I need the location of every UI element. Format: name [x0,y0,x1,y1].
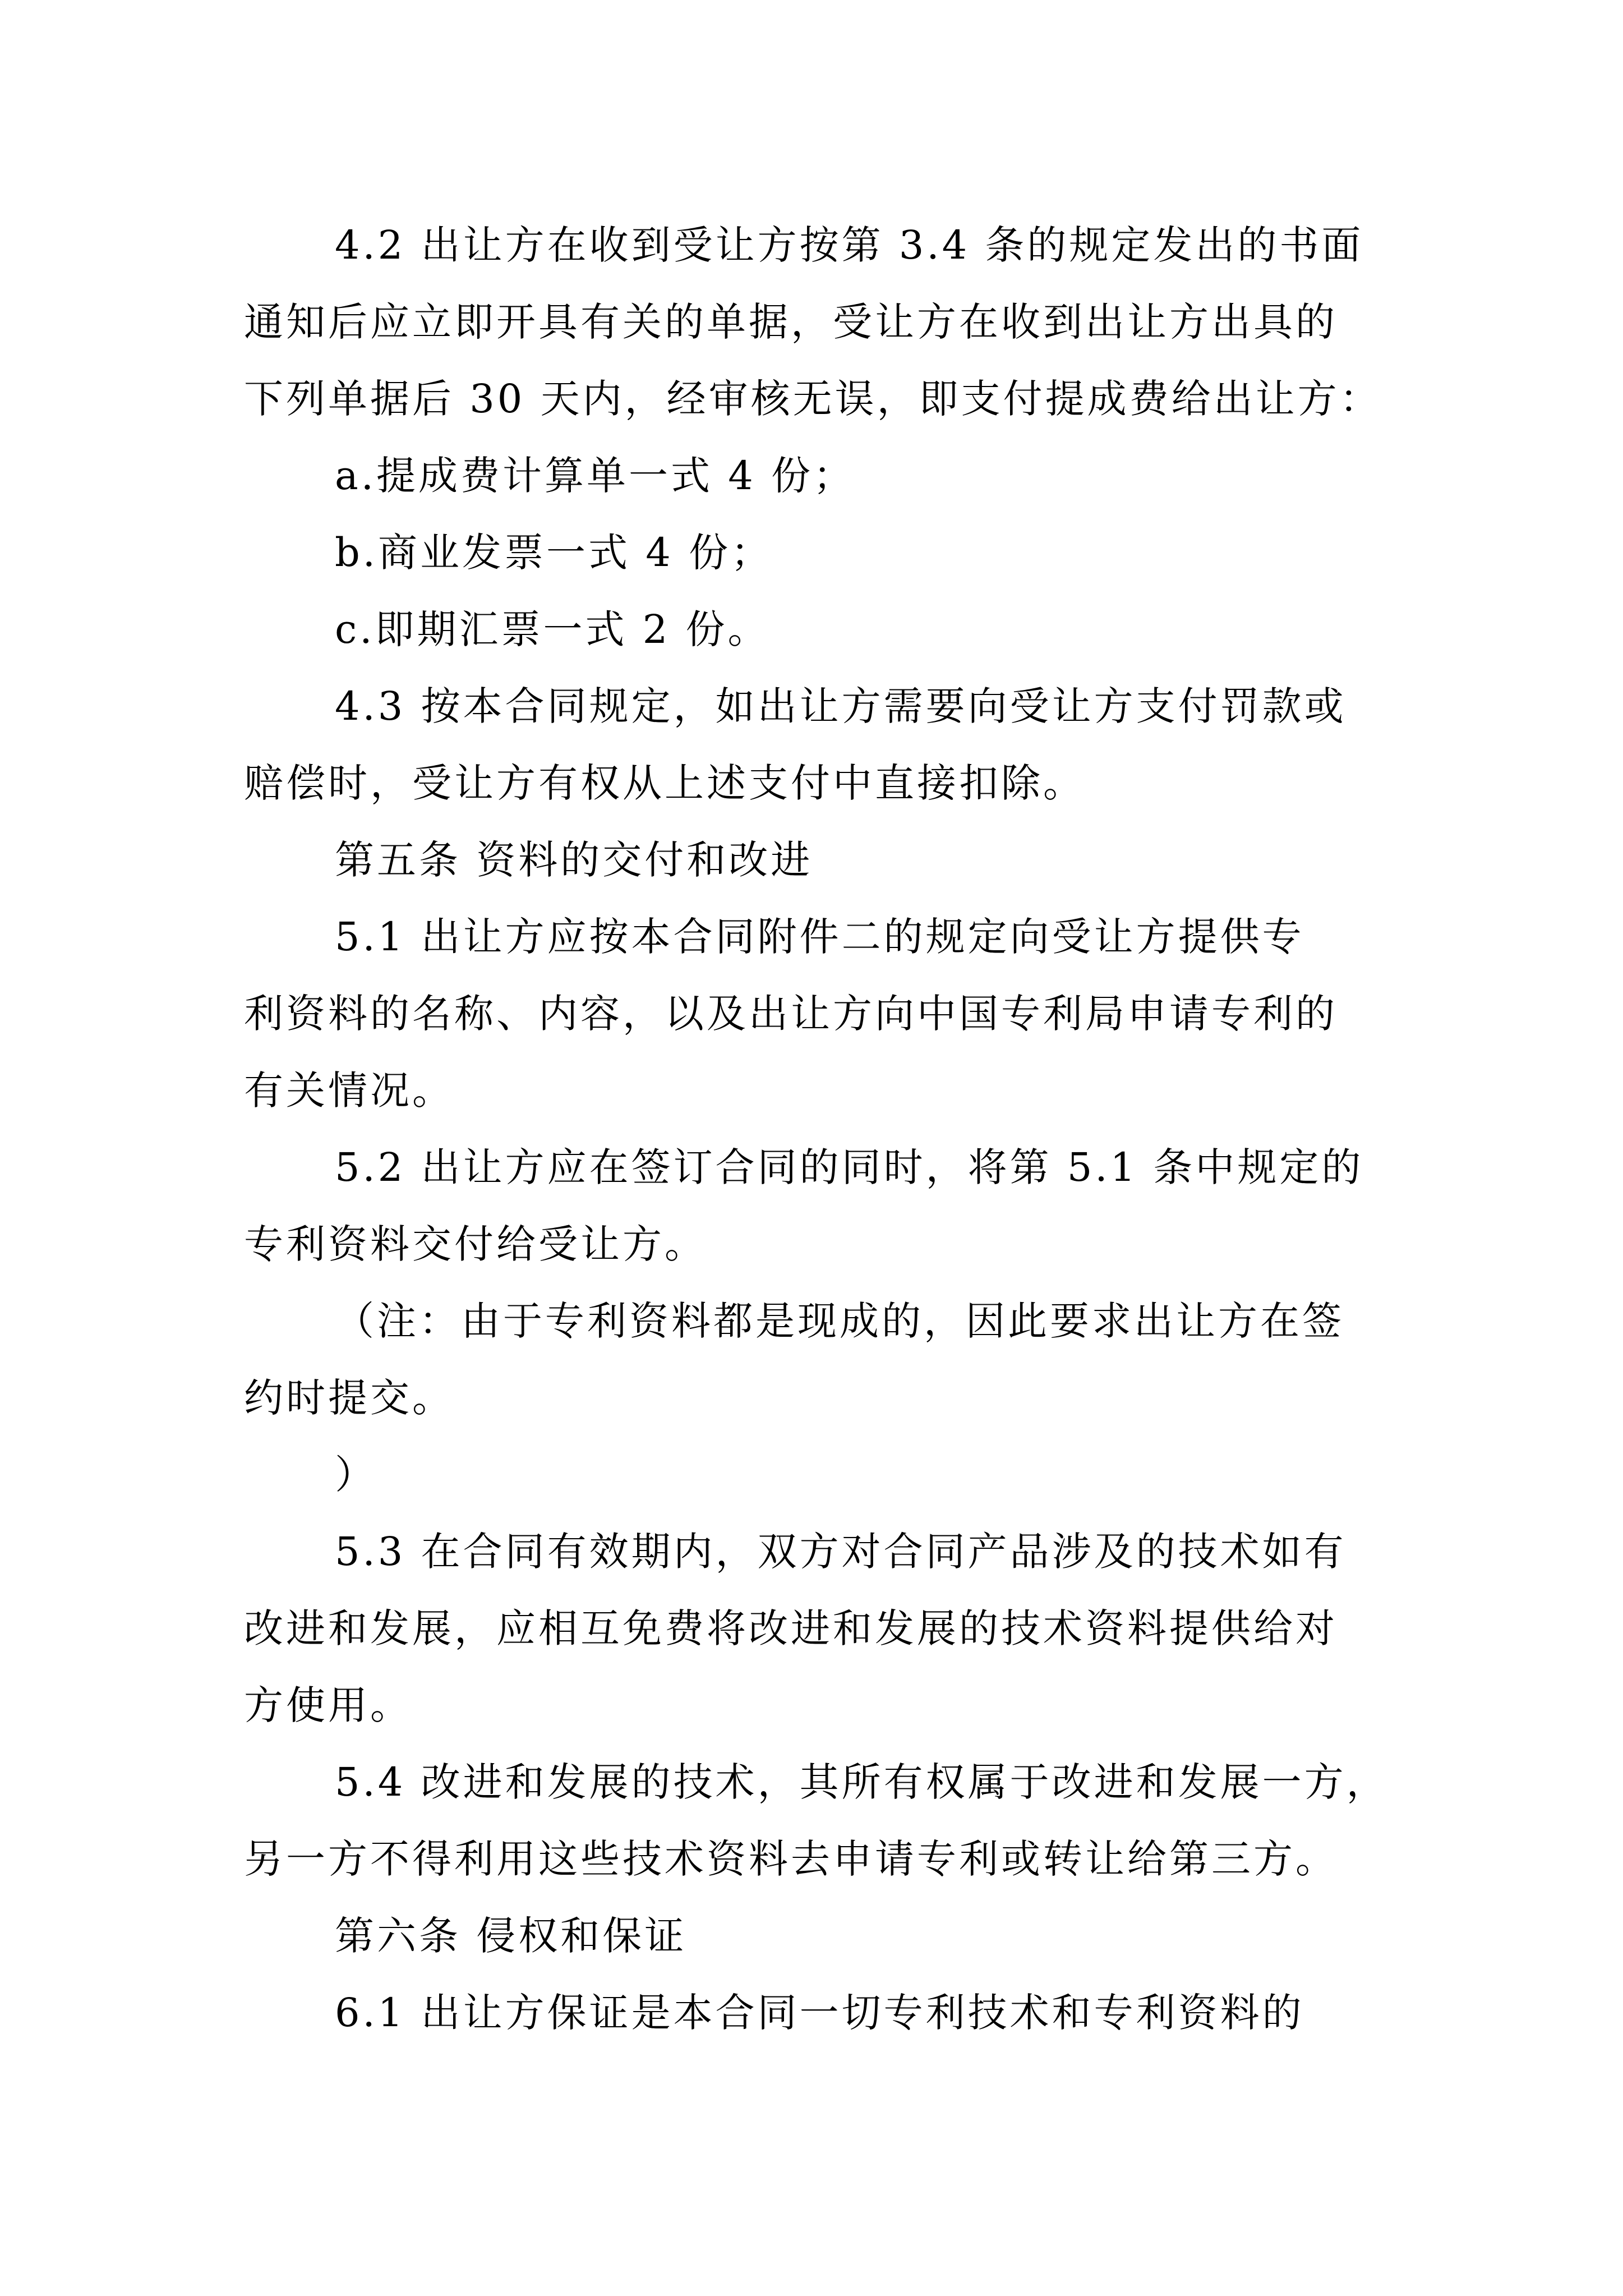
text-line: 改进和发展，应相互免费将改进和发展的技术资料提供给对 [244,1605,1338,1651]
text-line: 方使用。 [244,1682,412,1728]
text-line: 另一方不得利用这些技术资料去申请专利或转让给第三方。 [244,1836,1338,1882]
text-line: 专利资料交付给受让方。 [244,1221,707,1267]
note-line: ） [335,1452,377,1498]
text-line: 5.1 出让方应按本合同附件二的规定向受让方提供专 [335,914,1304,960]
text-line: 6.1 出让方保证是本合同一切专利技术和专利资料的 [335,1990,1304,2036]
list-item: a.提成费计算单一式 4 份； [335,453,856,499]
text-line: 4.2 出让方在收到受让方按第 3.4 条的规定发出的书面 [335,222,1364,268]
text-line: 有关情况。 [244,1068,454,1114]
note-line: 约时提交。 [244,1375,454,1421]
text-line: 利资料的名称、内容，以及出让方向中国专利局申请专利的 [244,991,1338,1037]
list-item: c.即期汇票一式 2 份。 [335,606,770,652]
section-heading: 第六条 侵权和保证 [335,1913,687,1959]
text-line: 通知后应立即开具有关的单据，受让方在收到出让方出具的 [244,299,1338,345]
section-heading: 第五条 资料的交付和改进 [335,837,813,883]
text-line: 下列单据后 30 天内，经审核无误，即支付提成费给出让方： [244,376,1382,422]
text-line: 赔偿时，受让方有权从上述支付中直接扣除。 [244,760,1085,806]
note-line: （注：由于专利资料都是现成的，因此要求出让方在签 [335,1298,1344,1344]
list-item: b.商业发票一式 4 份； [335,530,773,576]
text-line: 4.3 按本合同规定，如出让方需要向受让方支付罚款或 [335,683,1347,729]
text-line: 5.4 改进和发展的技术，其所有权属于改进和发展一方， [335,1759,1389,1805]
text-line: 5.2 出让方应在签订合同的同时，将第 5.1 条中规定的 [335,1144,1364,1190]
text-line: 5.3 在合同有效期内，双方对合同产品涉及的技术如有 [335,1529,1347,1575]
